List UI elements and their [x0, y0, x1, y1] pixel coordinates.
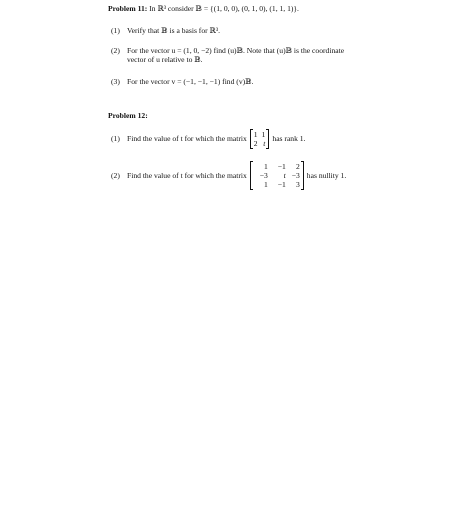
item-text: For the vector u = (1, 0, −2) find (u)𝔹. Note that (u)𝔹 is the coordinate	[127, 46, 345, 55]
problem-12-item-1	[111, 129, 306, 149]
item-number: (1)	[111, 26, 120, 35]
matrix-entry: 3	[296, 180, 300, 190]
item-text-continuation: vector of u relative to 𝔹.	[127, 55, 203, 65]
matrix-entry: t	[263, 139, 266, 149]
matrix-2x2	[250, 129, 270, 149]
problem-11-item-1	[111, 26, 220, 35]
matrix-entry: −1	[277, 162, 286, 171]
item-text-after: has nullity 1.	[306, 170, 347, 180]
matrix-entry: 2	[253, 139, 258, 149]
problem-11-heading: Problem 11:	[108, 4, 148, 13]
matrix-entry: t	[283, 171, 286, 181]
problem-11-header	[108, 4, 299, 13]
matrix-entry: 2	[296, 162, 300, 171]
right-bracket	[266, 129, 269, 149]
problem-11-statement: In ℝ³ consider 𝔹 = {(1, 0, 0), (0, 1, 0), (1, 1, 1)}.	[149, 4, 299, 13]
item-text: Verify that 𝔹 is a basis for ℝ³.	[127, 26, 221, 35]
matrix-entry: 1	[261, 130, 266, 139]
item-text-before: Find the value of t for which the matrix	[127, 170, 247, 180]
item-number: (2)	[111, 170, 120, 180]
problem-12-heading: Problem 12:	[108, 111, 148, 120]
matrix-entries	[253, 161, 301, 190]
problem-11-item-2	[111, 46, 344, 65]
matrix-entry: 1	[264, 162, 268, 171]
matrix-entry: −3	[291, 171, 300, 181]
item-number: (1)	[111, 134, 120, 144]
item-text-before: Find the value of t for which the matrix	[127, 134, 247, 144]
matrix-entry: 1	[264, 180, 268, 190]
right-bracket	[301, 161, 304, 190]
matrix-entry: 1	[253, 130, 258, 139]
matrix-3x3	[250, 161, 304, 190]
problem-12-item-2	[111, 161, 346, 190]
problem-11-item-3	[111, 77, 253, 86]
item-number: (3)	[111, 77, 120, 86]
matrix-entry: −1	[277, 180, 286, 190]
item-text: For the vector v = (−1, −1, −1) find (v)𝔹.	[127, 77, 254, 86]
matrix-entries	[253, 129, 267, 149]
item-text-after: has rank 1.	[272, 134, 306, 144]
item-number: (2)	[111, 46, 120, 55]
matrix-entry: −3	[259, 171, 268, 181]
